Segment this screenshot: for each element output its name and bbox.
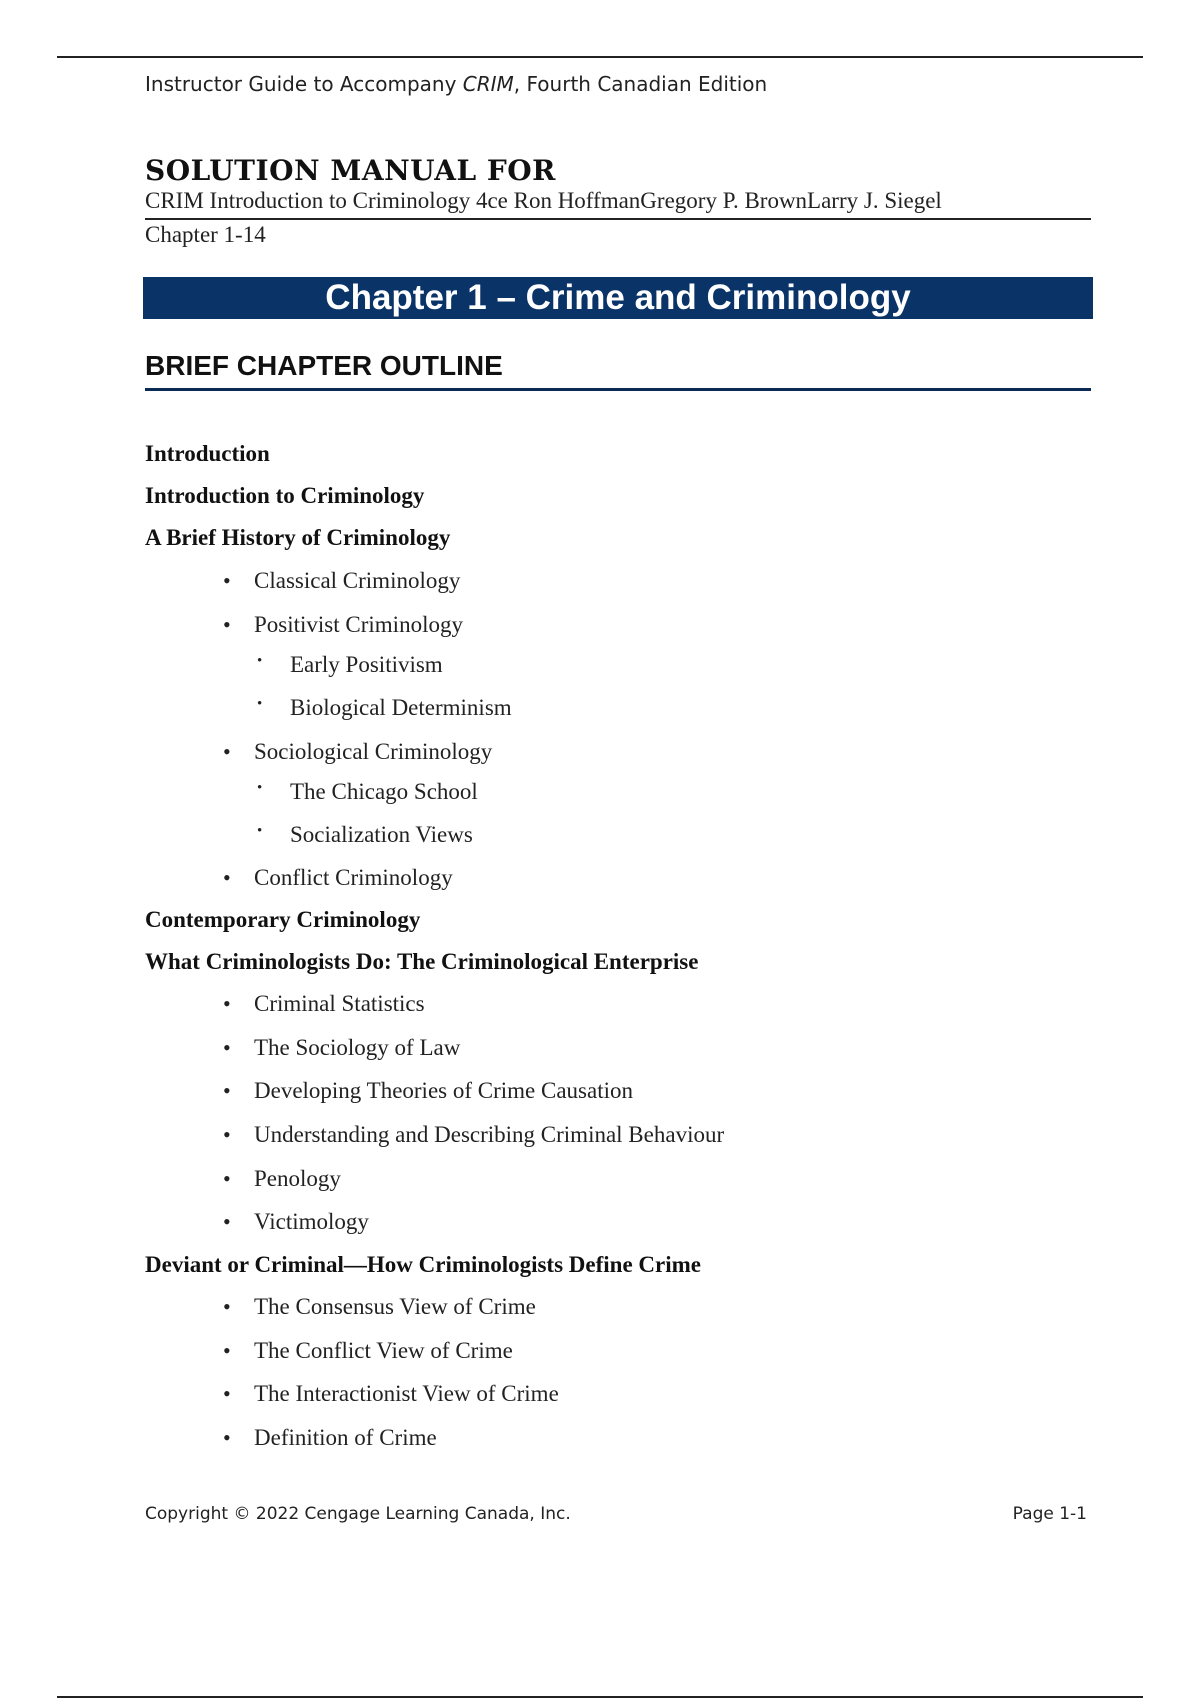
outline-item: • Victimology xyxy=(254,1209,369,1235)
outline-item: • Conflict Criminology xyxy=(254,865,453,891)
footer-copyright: Copyright © 2022 Cengage Learning Canada, Inc. xyxy=(145,1504,571,1524)
outline-item: • Classical Criminology xyxy=(254,568,460,594)
outline-item: A Brief History of Criminology xyxy=(145,525,451,550)
outline-item: • Understanding and Describing Criminal Behaviour xyxy=(254,1122,724,1148)
outline-item: • Positivist Criminology xyxy=(254,612,463,638)
outline-item: Introduction to Criminology xyxy=(145,483,425,508)
outline-item: • Definition of Crime xyxy=(254,1425,437,1451)
manual-title: SOLUTION MANUAL FOR xyxy=(145,154,556,187)
outline-item: • Criminal Statistics xyxy=(254,991,425,1017)
outline-item: • The Conflict View of Crime xyxy=(254,1338,513,1364)
running-header-suffix: , Fourth Canadian Edition xyxy=(513,72,768,96)
running-header-book: CRIM xyxy=(462,72,514,96)
running-header-prefix: Instructor Guide to Accompany xyxy=(145,72,463,96)
outline-item: • Biological Determinism xyxy=(290,695,512,721)
outline-item: • Penology xyxy=(254,1166,341,1192)
chapter-range: Chapter 1-14 xyxy=(145,222,266,247)
outline-item: Introduction xyxy=(145,441,270,466)
footer-page-number: Page 1-1 xyxy=(1012,1504,1087,1524)
bottom-rule xyxy=(57,1696,1143,1698)
outline-item: • The Interactionist View of Crime xyxy=(254,1381,559,1407)
outline-item: • The Consensus View of Crime xyxy=(254,1294,536,1320)
outline-item: • Sociological Criminology xyxy=(254,739,492,765)
outline-item: • The Sociology of Law xyxy=(254,1035,460,1061)
outline-item: • Early Positivism xyxy=(290,652,443,678)
outline-item: Deviant or Criminal—How Criminologists Define Crime xyxy=(145,1252,701,1277)
chapter-banner: Chapter 1 – Crime and Criminology xyxy=(143,277,1093,319)
outline-item: • Developing Theories of Crime Causation xyxy=(254,1078,633,1104)
book-line: CRIM Introduction to Criminology 4ce Ron HoffmanGregory P. BrownLarry J. Siegel xyxy=(145,188,1091,220)
outline-item: Contemporary Criminology xyxy=(145,907,421,932)
outline-item: • The Chicago School xyxy=(290,779,478,805)
outline-item: What Criminologists Do: The Criminological Enterprise xyxy=(145,949,699,974)
outline-heading: BRIEF CHAPTER OUTLINE xyxy=(145,350,1091,391)
outline-item: • Socialization Views xyxy=(290,822,473,848)
